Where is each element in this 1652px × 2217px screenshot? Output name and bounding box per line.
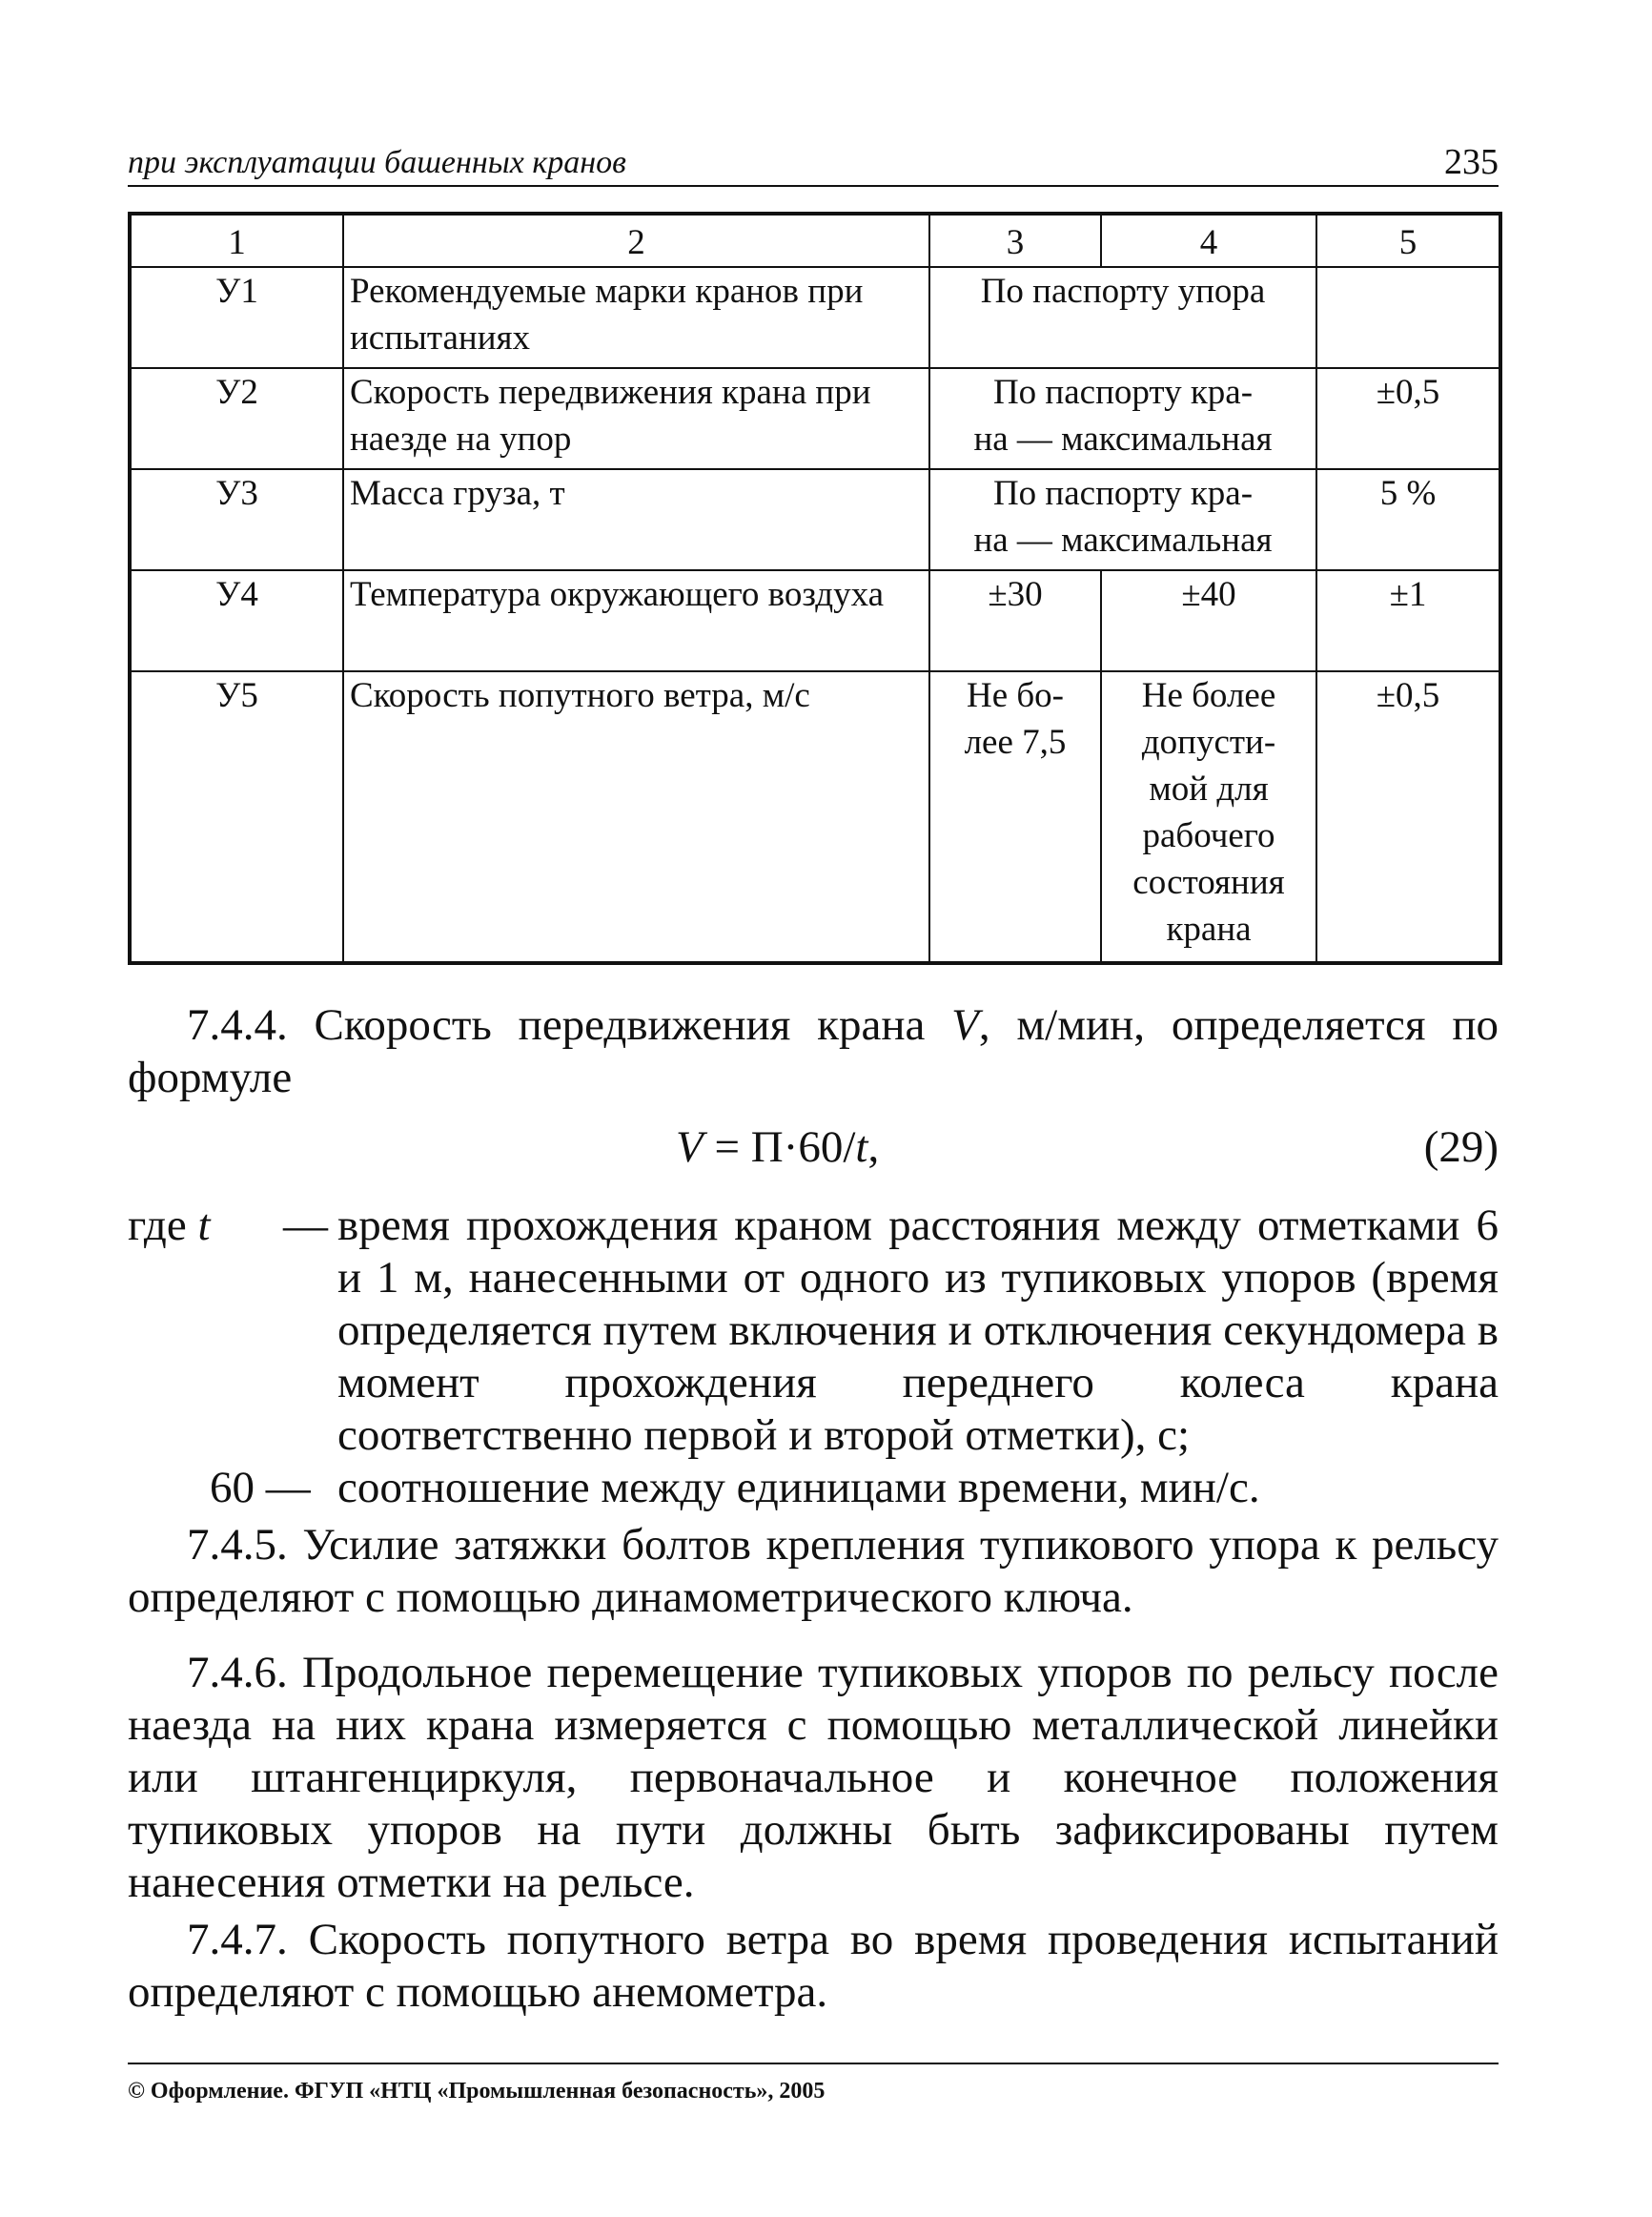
table-header-cell: 4 — [1101, 214, 1316, 267]
where-60-label: 60 — — [210, 1463, 311, 1512]
row-code: У2 — [130, 368, 343, 469]
row-parameter: Рекомендуемые марки кранов при испытаниях — [343, 267, 929, 368]
paragraph-7-4-6: 7.4.6. Продольное перемещение тупиковых упоров по рельсу после наезда на них крана измеряется с помощью металлической линейки или штангенциркуля, первоначальное и конечное положения тупиковых упоров на пути должны быть зафиксированы путем нанесения отметки на рельсе. — [128, 1648, 1499, 1907]
where-60-description: соотношение между единицами времени, мин/с. — [337, 1463, 1260, 1512]
row-value-4: ±40 — [1101, 570, 1316, 671]
row-tolerance: 5 % — [1316, 469, 1500, 570]
row-value-4: Не более допусти- мой для рабочего состояния крана — [1101, 671, 1316, 963]
table-row — [130, 570, 1500, 671]
row-tolerance: ±1 — [1316, 570, 1500, 671]
row-tolerance — [1316, 267, 1500, 368]
table-header-cell: 2 — [343, 214, 929, 267]
where-t-description: время прохождения краном расстояния между отметками 6 и 1 м, нанесенными от одного из тупиковых упоров (время определяется путем включения и отключения секундомера в момент прохождения переднего колеса крана соответственно первой и второй отметки), с; — [337, 1201, 1499, 1460]
row-value: По паспорту кра- на — максимальная — [929, 368, 1316, 469]
table-header-cell: 3 — [929, 214, 1101, 267]
row-value: По паспорту кра- на — максимальная — [929, 469, 1316, 570]
row-code: У4 — [130, 570, 343, 671]
table-header-cell: 1 — [130, 214, 343, 267]
where-dash: — — [283, 1201, 328, 1250]
table-header-cell: 5 — [1316, 214, 1500, 267]
row-value-3: ±30 — [929, 570, 1101, 671]
page-number: 235 — [1444, 142, 1499, 182]
row-tolerance: ±0,5 — [1316, 368, 1500, 469]
row-value-3: Не бо- лее 7,5 — [929, 671, 1101, 963]
formula-row — [128, 1120, 1499, 1174]
row-code: У1 — [130, 267, 343, 368]
running-header — [128, 139, 1499, 187]
row-parameter: Скорость попутного ветра, м/с — [343, 671, 929, 963]
footer-copyright: © Оформление. ФГУП «НТЦ «Промышленная безопасность», 2005 — [128, 2079, 826, 2104]
footer-rule — [128, 2063, 1499, 2064]
table-row — [130, 368, 1500, 469]
row-code: У5 — [130, 671, 343, 963]
paragraph-7-4-4: 7.4.4. Скорость передвижения крана V, м/мин, определяется по формуле — [128, 1000, 1499, 1102]
row-parameter: Скорость передвижения крана при наезде на упор — [343, 368, 929, 469]
formula: V = П·60/t, — [676, 1122, 880, 1172]
table-header-row — [130, 214, 1500, 267]
row-parameter: Масса груза, т — [343, 469, 929, 570]
paragraph-7-4-5: 7.4.5. Усилие затяжки болтов крепления тупикового упора к рельсу определяют с помощью динамометрического ключа. — [128, 1520, 1499, 1622]
table-row — [130, 267, 1500, 368]
row-code: У3 — [130, 469, 343, 570]
where-label: где t — [128, 1201, 211, 1250]
paragraph-7-4-7: 7.4.7. Скорость попутного ветра во время проведения испытаний определяют с помощью анемометра. — [128, 1915, 1499, 2017]
table-row — [130, 469, 1500, 570]
parameters-table — [128, 212, 1502, 965]
running-title: при эксплуатации башенных кранов — [128, 145, 626, 180]
row-parameter: Температура окружающего воздуха — [343, 570, 929, 671]
row-value: По паспорту упора — [929, 267, 1316, 368]
row-tolerance: ±0,5 — [1316, 671, 1500, 963]
formula-number: (29) — [1423, 1122, 1499, 1172]
table-row — [130, 671, 1500, 963]
